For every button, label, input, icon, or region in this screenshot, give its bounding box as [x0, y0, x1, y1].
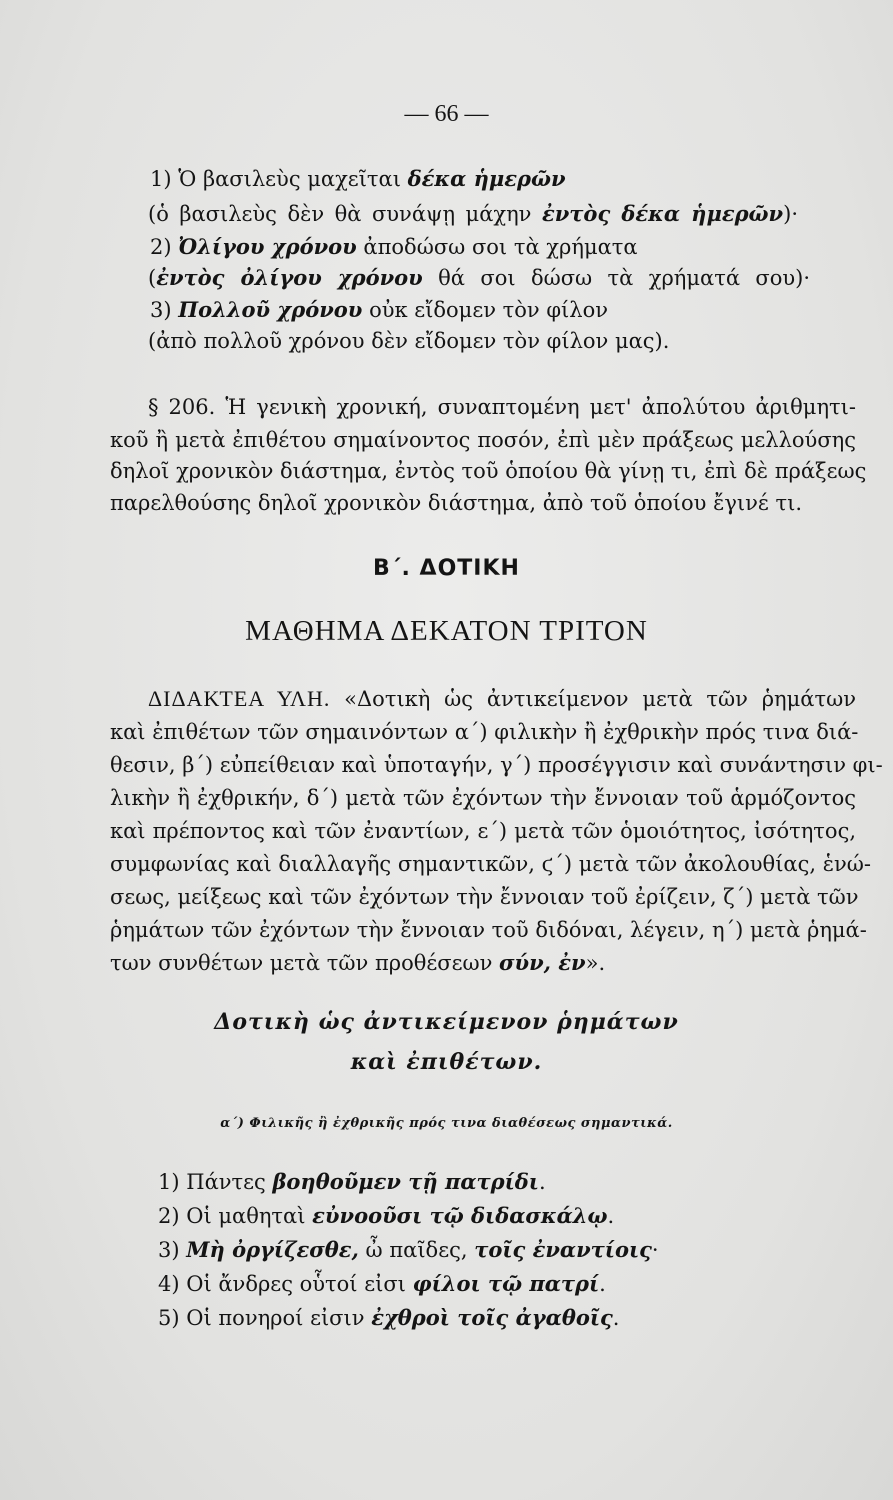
example-tail: . — [599, 1272, 606, 1296]
didaktea-line: συμφωνίας καὶ διαλλαγῆς σημαντικῶν, ϛ΄) μετὰ τῶν ἀκολουθίας, ἑνώ- — [110, 852, 871, 876]
example-1-gloss — [148, 200, 798, 228]
page-number: — 66 — — [404, 101, 489, 127]
didaktea-line: λικὴν ἢ ἐχθρικήν, δ΄) μετὰ τῶν ἐχόντων τὴν ἔννοιαν τοῦ ἁρμόζοντος — [110, 786, 856, 810]
subheading: καὶ ἐπιθέτων. — [350, 1049, 543, 1075]
example-emphasis: βοηθοῦμεν τῇ πατρίδι — [272, 1169, 539, 1194]
didaktea-text: των συνθέτων μετὰ τῶν προθέσεων — [110, 951, 493, 975]
gloss-text: θά σοι δώσω τὰ χρήματά σου)· — [438, 266, 810, 290]
example-emphasis: Ὀλίγου χρόνου — [178, 234, 357, 259]
paragraph-206-line: παρελθούσης δηλοῖ χρονικὸν διάστημα, ἀπὸ τοῦ ὁποίου ἔγινέ τι. — [110, 491, 803, 515]
subsection-label: α΄) Φιλικῆς ἢ ἐχθρικῆς πρός τινα διαθέσεως σημαντικά. — [220, 1116, 673, 1131]
example-text: Ὁ βασιλεὺς μαχεῖται — [178, 167, 401, 191]
didaktea-line — [148, 685, 856, 713]
example-emphasis: Πολλοῦ χρόνου — [178, 297, 363, 322]
example-1 — [150, 165, 566, 193]
example-3 — [150, 296, 608, 324]
gloss-emphasis: ἐντὸς ὀλίγου χρόνου — [156, 265, 423, 290]
didaktea-line: ῥημάτων τῶν ἐχόντων τὴν ἔννοιαν τοῦ διδόναι, λέγειν, η΄) μετὰ ῥημά- — [110, 918, 867, 942]
example-3-gloss: (ἀπὸ πολλοῦ χρόνου δὲν εἴδομεν τὸν φίλον μας). — [148, 329, 670, 353]
didaktea-line: θεσιν, β΄) εὐπείθειαν καὶ ὑποταγήν, γ΄) προσέγγισιν καὶ συνάντησιν φι- — [110, 753, 883, 777]
example-tail: . — [612, 1306, 620, 1330]
example-tail: · — [651, 1238, 659, 1262]
example-number: 1) — [158, 1170, 180, 1194]
paragraph-206-line: § 206. Ἡ γενικὴ χρονική, συναπτομένη μετ' ἀπολύτου ἀριθμητι- — [148, 395, 856, 419]
section-heading: Β΄. ΔΟΤΙΚΗ — [373, 556, 520, 581]
example-text: ὦ παῖδες, — [365, 1238, 468, 1262]
paragraph-206-line: κοῦ ἢ μετὰ ἐπιθέτου σημαίνοντος ποσόν, ἐπὶ μὲν πράξεως μελλούσης — [110, 428, 856, 452]
example-text: οὐκ εἴδομεν τὸν φίλον — [369, 298, 608, 322]
example-number: 3) — [158, 1238, 180, 1262]
gloss-text: (ὁ βασιλεὺς δὲν θὰ συνάψῃ μάχην — [148, 202, 532, 226]
example-item — [158, 1202, 614, 1230]
example-emphasis: δέκα ἡμερῶν — [407, 166, 566, 191]
paragraph-206-line: δηλοῖ χρονικὸν διάστημα, ἐντὸς τοῦ ὁποίου θὰ γίνῃ τι, ἐπὶ δὲ πράξεως — [110, 459, 867, 483]
subheading: Δοτικὴ ὡς ἀντικείμενον ῥημάτων — [214, 1009, 679, 1035]
example-item — [158, 1236, 659, 1264]
didaktea-text: «Δοτικὴ ὡς ἀντικείμενον μετὰ τῶν ῥημάτων — [344, 687, 856, 711]
gloss-emphasis: ἐντὸς δέκα ἡμερῶν — [541, 201, 784, 226]
example-tail: . — [607, 1204, 615, 1228]
example-2 — [150, 233, 638, 261]
example-emphasis: Μὴ ὀργίζεσθε, — [186, 1237, 359, 1262]
example-2-gloss — [148, 264, 810, 292]
example-number: 2) — [150, 235, 172, 259]
example-tail: . — [538, 1170, 546, 1194]
example-item — [158, 1270, 606, 1298]
example-emphasis: τοῖς ἐναντίοις — [474, 1237, 652, 1262]
didaktea-line: καὶ πρέποντος καὶ τῶν ἐναντίων, ε΄) μετὰ τῶν ὁμοιότητος, ἰσότητος, — [110, 819, 856, 843]
didaktea-line — [110, 949, 605, 977]
example-emphasis: εὐνοοῦσι τῷ διδασκάλῳ — [312, 1203, 608, 1228]
example-text: Οἱ ἄνδρες οὗτοί εἰσι — [186, 1272, 406, 1296]
example-emphasis: ἐχθροὶ τοῖς ἀγαθοῖς — [371, 1305, 613, 1330]
example-number: 2) — [158, 1204, 180, 1228]
example-text: Οἱ πονηροί εἰσιν — [186, 1306, 365, 1330]
example-text: Πάντες — [186, 1170, 266, 1194]
example-number: 5) — [158, 1306, 180, 1330]
didaktea-emphasis: σύν, ἐν — [499, 950, 586, 975]
example-number: 4) — [158, 1272, 180, 1296]
example-number: 3) — [150, 298, 172, 322]
example-text: ἀποδώσω σοι τὰ χρήματα — [363, 235, 638, 259]
lesson-heading: ΜΑΘΗΜΑ ΔΕΚΑΤΟΝ ΤΡΙΤΟΝ — [245, 615, 648, 647]
didaktea-line: καὶ ἐπιθέτων τῶν σημαινόντων α΄) φιλικὴν ἢ ἐχθρικὴν πρός τινα διά- — [110, 720, 859, 744]
example-number: 1) — [150, 167, 172, 191]
didaktea-line: σεως, μείξεως καὶ τῶν ἐχόντων τὴν ἔννοιαν τοῦ ἐρίζειν, ζ΄) μετὰ τῶν — [110, 885, 859, 909]
gloss-close: )· — [783, 202, 798, 226]
example-item — [158, 1168, 546, 1196]
didaktea-lead: ΔΙΔΑΚΤΕΑ ΥΛΗ. — [148, 686, 331, 711]
example-item — [158, 1304, 619, 1332]
gloss-open: ( — [148, 266, 157, 290]
didaktea-close: ». — [585, 951, 606, 975]
example-text: Οἱ μαθηταὶ — [186, 1204, 306, 1228]
example-emphasis: φίλοι τῷ πατρί — [412, 1271, 600, 1296]
